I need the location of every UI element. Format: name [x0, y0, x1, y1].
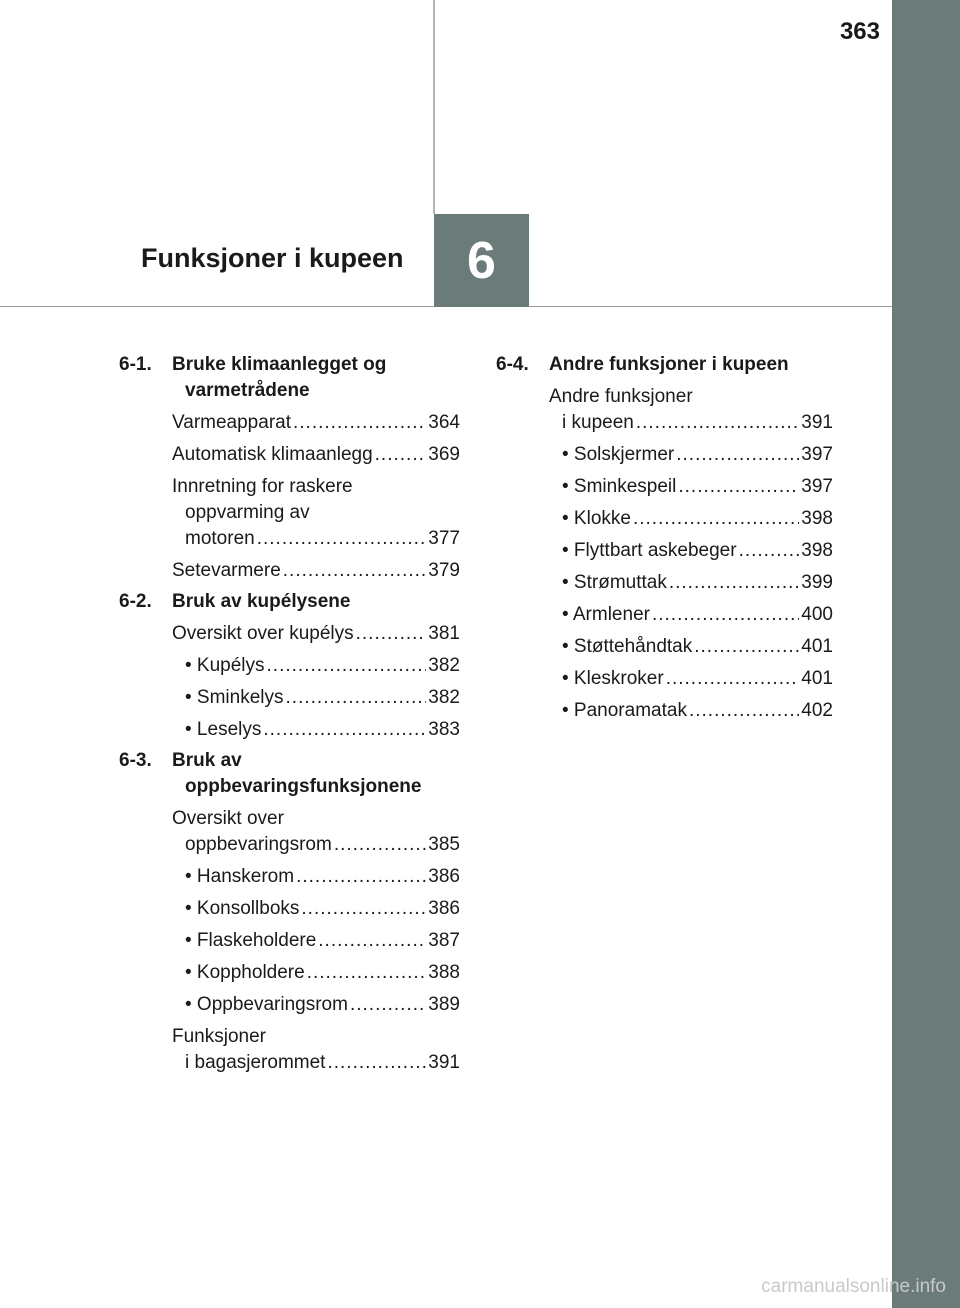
entry-page-number: 382 [428, 687, 460, 708]
dot-leader [296, 864, 426, 890]
toc-entry[interactable] [549, 602, 833, 628]
entry-text: • Flyttbart askebeger [562, 540, 737, 561]
dot-leader [307, 960, 427, 986]
entry-line [172, 410, 460, 436]
entry-text: Setevarmere [172, 560, 281, 581]
entry-text: • Strømuttak [562, 572, 667, 593]
entry-page-number: 398 [801, 540, 833, 561]
dot-leader [293, 410, 426, 436]
entry-line [172, 1050, 460, 1076]
entry-line [185, 960, 460, 986]
dot-leader [267, 653, 427, 679]
section-title: Bruk av oppbevaringsfunksjonene [172, 750, 422, 797]
dot-leader [678, 474, 799, 500]
toc-column-right [496, 352, 833, 729]
entry-page-number: 379 [428, 560, 460, 581]
entry-text: • Flaskeholdere [185, 930, 317, 951]
dot-leader [676, 442, 799, 468]
entry-page-number: 386 [428, 866, 460, 887]
entry-line [185, 717, 460, 743]
entry-page-number: 401 [801, 668, 833, 689]
entry-page-number: 397 [801, 444, 833, 465]
entry-page-number: 383 [428, 719, 460, 740]
toc-entry[interactable] [549, 538, 833, 564]
toc-entry[interactable] [172, 1024, 460, 1076]
section-number: 6-4. [496, 354, 529, 375]
dot-leader [283, 558, 427, 584]
dot-leader [739, 538, 800, 564]
entry-line [562, 506, 833, 532]
entry-text: • Sminkespeil [562, 476, 677, 497]
entry-line [549, 384, 833, 410]
dot-leader [633, 506, 799, 532]
page-number: 363 [839, 18, 880, 45]
toc-entry[interactable] [549, 634, 833, 660]
toc-entry[interactable] [172, 442, 460, 468]
dot-leader [286, 685, 427, 711]
toc-entry[interactable] [549, 698, 833, 724]
entry-line [172, 558, 460, 584]
dot-leader [318, 928, 426, 954]
dot-leader [257, 526, 427, 552]
entry-line [185, 992, 460, 1018]
entry-text: Funksjoner [172, 1026, 266, 1047]
dot-leader [263, 717, 426, 743]
entry-line [562, 698, 833, 724]
entry-text: • Hanskerom [185, 866, 295, 887]
entry-line [562, 602, 833, 628]
entry-text: • Konsollboks [185, 898, 300, 919]
dot-leader [652, 602, 799, 628]
section-title: Andre funksjoner i kupeen [549, 354, 789, 375]
toc-section [119, 748, 460, 1076]
entry-line [172, 474, 460, 500]
entry-page-number: 401 [801, 636, 833, 657]
entry-text: • Støttehåndtak [562, 636, 693, 657]
entry-line [562, 474, 833, 500]
entry-page-number: 398 [801, 508, 833, 529]
entry-line [562, 570, 833, 596]
toc-entry[interactable] [172, 896, 460, 922]
entry-text: oppbevaringsrom [185, 834, 332, 855]
section-number: 6-2. [119, 591, 152, 612]
entry-page-number: 388 [428, 962, 460, 983]
entry-text: • Solskjermer [562, 444, 675, 465]
entry-text: • Klokke [562, 508, 631, 529]
entry-text: • Panoramatak [562, 700, 687, 721]
dot-leader [636, 410, 799, 436]
entry-line [172, 1024, 460, 1050]
entry-line [172, 806, 460, 832]
entry-text: Oversikt over kupélys [172, 623, 354, 644]
header-vertical-rule [433, 0, 435, 214]
entry-line [172, 526, 460, 552]
section-number: 6-1. [119, 354, 152, 375]
toc-entry[interactable] [172, 621, 460, 647]
entry-text: • Koppholdere [185, 962, 305, 983]
toc-entry[interactable] [549, 474, 833, 500]
chapter-title: Funksjoner i kupeen [141, 243, 404, 273]
entry-line [172, 832, 460, 858]
entry-text: • Kupélys [185, 655, 265, 676]
toc-entry[interactable] [172, 558, 460, 584]
entry-text: Varmeapparat [172, 412, 291, 433]
entry-page-number: 399 [801, 572, 833, 593]
entry-line [562, 442, 833, 468]
entry-line [185, 685, 460, 711]
toc-entry[interactable] [549, 506, 833, 532]
toc-entry[interactable] [549, 570, 833, 596]
entry-text: • Leselys [185, 719, 262, 740]
entry-page-number: 387 [428, 930, 460, 951]
entry-line [185, 896, 460, 922]
entry-line [562, 666, 833, 692]
toc-entry[interactable] [172, 960, 460, 986]
entry-text: • Armlener [562, 604, 650, 625]
entry-page-number: 397 [801, 476, 833, 497]
entry-text: • Oppbevaringsrom [185, 994, 348, 1015]
toc-entry[interactable] [549, 442, 833, 468]
toc-entry[interactable] [172, 992, 460, 1018]
dot-leader [301, 896, 426, 922]
toc-entry[interactable] [172, 864, 460, 890]
dot-leader [669, 570, 799, 596]
entry-page-number: 369 [428, 444, 460, 465]
entry-page-number: 385 [428, 834, 460, 855]
toc-entry[interactable] [172, 928, 460, 954]
entry-text: Andre funksjoner [549, 386, 693, 407]
toc-section [119, 352, 460, 584]
entry-page-number: 364 [428, 412, 460, 433]
dot-leader [327, 1050, 426, 1076]
entry-text: oppvarming av [185, 502, 310, 523]
dot-leader [666, 666, 800, 692]
entry-line [172, 621, 460, 647]
entry-line [172, 500, 460, 526]
entry-page-number: 382 [428, 655, 460, 676]
section-number: 6-3. [119, 750, 152, 771]
toc-entry[interactable] [172, 717, 460, 743]
entry-page-number: 391 [801, 412, 833, 433]
chapter-side-tab [892, 0, 960, 1308]
dot-leader [350, 992, 426, 1018]
toc-column-left [119, 352, 460, 1081]
entry-page-number: 386 [428, 898, 460, 919]
toc-entry[interactable] [172, 653, 460, 679]
toc-entry[interactable] [172, 410, 460, 436]
entry-text: Automatisk klimaanlegg [172, 444, 373, 465]
entry-page-number: 391 [428, 1052, 460, 1073]
entry-line [562, 538, 833, 564]
entry-text: • Kleskroker [562, 668, 664, 689]
entry-line [549, 410, 833, 436]
entry-text: • Sminkelys [185, 687, 284, 708]
entry-text: i bagasjerommet [185, 1052, 326, 1073]
toc-entry[interactable] [172, 685, 460, 711]
entry-line [185, 928, 460, 954]
entry-text: motoren [185, 528, 255, 549]
entry-page-number: 400 [801, 604, 833, 625]
entry-line [185, 864, 460, 890]
toc-section [119, 589, 460, 743]
entry-page-number: 377 [428, 528, 460, 549]
chapter-number-box: 6 [434, 214, 529, 307]
entry-page-number: 402 [801, 700, 833, 721]
entry-text: Oversikt over [172, 808, 284, 829]
section-title: Bruk av kupélysene [172, 591, 351, 612]
dot-leader [694, 634, 799, 660]
toc-entry[interactable] [172, 806, 460, 858]
toc-entry[interactable] [549, 666, 833, 692]
entry-line [185, 653, 460, 679]
dot-leader [334, 832, 426, 858]
dot-leader [689, 698, 799, 724]
entry-line [562, 634, 833, 660]
watermark-text: carmanualsonline.info [761, 1276, 946, 1297]
entry-line [172, 442, 460, 468]
entry-text: Innretning for raskere [172, 476, 353, 497]
toc-entry[interactable] [172, 474, 460, 552]
toc-entry[interactable] [549, 384, 833, 436]
dot-leader [356, 621, 427, 647]
entry-page-number: 389 [428, 994, 460, 1015]
entry-text: i kupeen [562, 412, 634, 433]
section-title: Bruke klimaanlegget og varmetrådene [172, 354, 387, 401]
entry-page-number: 381 [428, 623, 460, 644]
dot-leader [375, 442, 427, 468]
toc-section [496, 352, 833, 724]
